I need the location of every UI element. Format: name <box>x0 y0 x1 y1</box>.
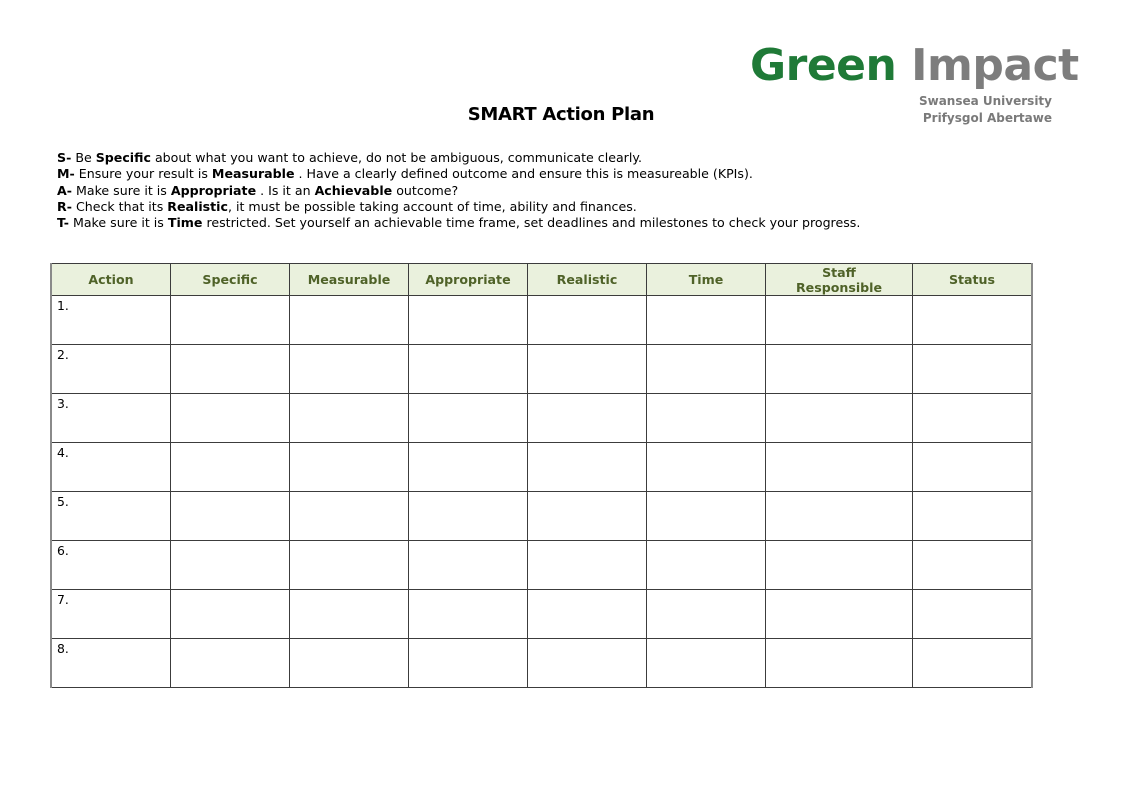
cell-appropriate[interactable] <box>409 345 528 394</box>
smart-line-t: T- Make sure it is Time restricted. Set yourself an achievable time frame, set deadlines and milestones to check your progress. <box>57 215 861 231</box>
cell-status[interactable] <box>913 590 1033 639</box>
smart-keyword: Time <box>167 215 203 231</box>
header-status: Status <box>913 264 1033 296</box>
cell-specific[interactable] <box>171 296 290 345</box>
cell-status[interactable] <box>913 345 1033 394</box>
cell-realistic[interactable] <box>528 492 647 541</box>
cell-appropriate[interactable] <box>409 443 528 492</box>
cell-time[interactable] <box>647 492 766 541</box>
row-number: 2. <box>57 347 69 362</box>
row-number: 4. <box>57 445 69 460</box>
row-number: 1. <box>57 298 69 313</box>
cell-measurable[interactable] <box>290 296 409 345</box>
cell-measurable[interactable] <box>290 541 409 590</box>
smart-keyword: Appropriate <box>170 182 257 198</box>
logo-word-green: Green <box>750 40 897 91</box>
smart-line-m: M- Ensure your result is Measurable . Have a clearly defined outcome and ensure this is measureable (KPIs). <box>57 166 753 182</box>
table-row <box>51 394 1032 443</box>
smart-keyword: Realistic <box>167 198 228 214</box>
header-time: Time <box>647 264 766 296</box>
cell-measurable[interactable] <box>290 345 409 394</box>
smart-letter: M- <box>57 166 75 182</box>
table-row <box>51 639 1032 688</box>
smart-letter: S- <box>57 150 72 165</box>
cell-action[interactable] <box>51 492 171 541</box>
cell-time[interactable] <box>647 639 766 688</box>
cell-realistic[interactable] <box>528 541 647 590</box>
cell-time[interactable] <box>647 541 766 590</box>
cell-status[interactable] <box>913 492 1033 541</box>
smart-line-a: A- Make sure it is Appropriate . Is it an Achievable outcome? <box>57 182 459 198</box>
smart-definitions <box>57 150 860 231</box>
cell-action[interactable] <box>51 394 171 443</box>
cell-specific[interactable] <box>171 639 290 688</box>
cell-appropriate[interactable] <box>409 590 528 639</box>
table-header-row <box>51 264 1032 296</box>
cell-action[interactable] <box>51 345 171 394</box>
cell-status[interactable] <box>913 443 1033 492</box>
cell-staff-responsible[interactable] <box>766 541 913 590</box>
cell-status[interactable] <box>913 394 1033 443</box>
smart-line-s: S- Be Specific about what you want to achieve, do not be ambiguous, communicate clearly. <box>57 150 642 165</box>
cell-appropriate[interactable] <box>409 541 528 590</box>
cell-measurable[interactable] <box>290 443 409 492</box>
table-row <box>51 590 1032 639</box>
header-realistic: Realistic <box>528 264 647 296</box>
cell-status[interactable] <box>913 541 1033 590</box>
cell-specific[interactable] <box>171 394 290 443</box>
cell-realistic[interactable] <box>528 394 647 443</box>
logo-subtitle-welsh: Prifysgol Abertawe <box>922 111 1052 125</box>
cell-realistic[interactable] <box>528 443 647 492</box>
smart-keyword: Specific <box>95 150 151 165</box>
header-staff-responsible: Staff Responsible <box>766 264 913 296</box>
header-measurable: Measurable <box>290 264 409 296</box>
page-title: SMART Action Plan <box>467 104 655 125</box>
cell-time[interactable] <box>647 443 766 492</box>
row-number: 5. <box>57 494 69 509</box>
cell-action[interactable] <box>51 541 171 590</box>
smart-letter: R- <box>57 198 72 214</box>
row-number: 7. <box>57 592 69 607</box>
cell-time[interactable] <box>647 345 766 394</box>
cell-time[interactable] <box>647 394 766 443</box>
cell-realistic[interactable] <box>528 639 647 688</box>
cell-staff-responsible[interactable] <box>766 590 913 639</box>
header-appropriate: Appropriate <box>409 264 528 296</box>
cell-specific[interactable] <box>171 345 290 394</box>
cell-time[interactable] <box>647 296 766 345</box>
cell-action[interactable] <box>51 296 171 345</box>
table-row <box>51 443 1032 492</box>
cell-action[interactable] <box>51 590 171 639</box>
row-number: 6. <box>57 543 69 558</box>
cell-specific[interactable] <box>171 443 290 492</box>
cell-time[interactable] <box>647 590 766 639</box>
cell-measurable[interactable] <box>290 492 409 541</box>
row-number: 3. <box>57 396 69 411</box>
cell-specific[interactable] <box>171 492 290 541</box>
table-row <box>51 345 1032 394</box>
cell-specific[interactable] <box>171 590 290 639</box>
cell-action[interactable] <box>51 443 171 492</box>
cell-action[interactable] <box>51 639 171 688</box>
logo-subtitle-english: Swansea University <box>918 94 1052 108</box>
cell-specific[interactable] <box>171 541 290 590</box>
logo-wordmark <box>750 38 1079 94</box>
row-number: 8. <box>57 641 69 656</box>
cell-measurable[interactable] <box>290 394 409 443</box>
cell-realistic[interactable] <box>528 590 647 639</box>
cell-staff-responsible[interactable] <box>766 492 913 541</box>
table-row <box>51 541 1032 590</box>
logo-word-impact: Impact <box>911 40 1079 91</box>
smart-line-r: R- Check that its Realistic, it must be possible taking account of time, ability and finances. <box>57 198 637 214</box>
cell-status[interactable] <box>913 639 1033 688</box>
action-plan-table <box>50 263 1033 688</box>
smart-keyword: Measurable <box>211 166 295 182</box>
cell-staff-responsible[interactable] <box>766 345 913 394</box>
table-row <box>51 296 1032 345</box>
header-action: Action <box>51 264 171 296</box>
cell-realistic[interactable] <box>528 296 647 345</box>
cell-realistic[interactable] <box>528 345 647 394</box>
smart-keyword: Achievable <box>314 182 393 198</box>
cell-measurable[interactable] <box>290 639 409 688</box>
cell-staff-responsible[interactable] <box>766 443 913 492</box>
cell-appropriate[interactable] <box>409 639 528 688</box>
cell-appropriate[interactable] <box>409 394 528 443</box>
smart-letter: A- <box>57 182 72 198</box>
cell-status[interactable] <box>913 296 1033 345</box>
cell-staff-responsible[interactable] <box>766 296 913 345</box>
table-row <box>51 492 1032 541</box>
cell-appropriate[interactable] <box>409 492 528 541</box>
smart-letter: T- <box>57 215 69 231</box>
cell-staff-responsible[interactable] <box>766 394 913 443</box>
cell-staff-responsible[interactable] <box>766 639 913 688</box>
header-specific: Specific <box>171 264 290 296</box>
cell-appropriate[interactable] <box>409 296 528 345</box>
cell-measurable[interactable] <box>290 590 409 639</box>
